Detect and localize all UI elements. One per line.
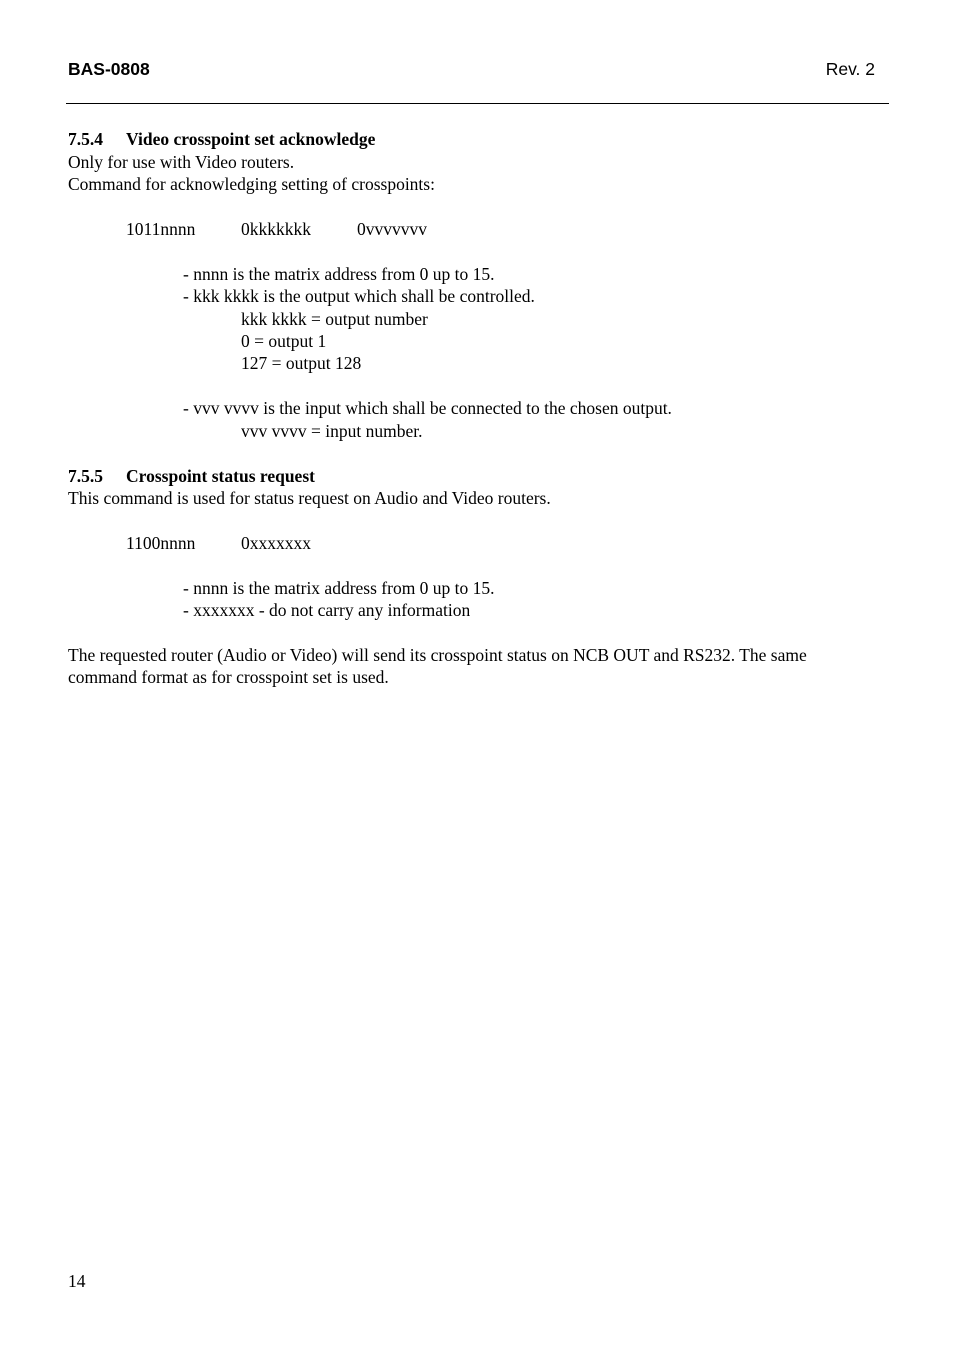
section-754-input-detail: vvv vvvv = input number. (241, 421, 423, 441)
section-754-output-detail-1: kkk kkkk = output number (241, 309, 428, 329)
section-754-number: 7.5.4 (68, 129, 103, 149)
section-755-bullet-x: - xxxxxxx - do not carry any information (183, 600, 471, 620)
section-755-title: Crosspoint status request (126, 466, 315, 486)
section-755-closing-1: The requested router (Audio or Video) will send its crosspoint status on NCB OUT and RS232. The same (68, 645, 807, 665)
section-754-output-detail-3: 127 = output 128 (241, 353, 362, 373)
section-754-byte-3: 0vvvvvvv (357, 219, 427, 239)
section-754-bullet-input: - vvv vvvv is the input which shall be connected to the chosen output. (183, 398, 672, 418)
section-754-byte-2: 0kkkkkkk (241, 219, 311, 239)
revision-label: Rev. 2 (825, 59, 875, 79)
header-rule (66, 103, 889, 104)
section-755-closing-2: command format as for crosspoint set is used. (68, 667, 389, 687)
section-754-bullet-address: - nnnn is the matrix address from 0 up to 15. (183, 264, 495, 284)
section-755-intro: This command is used for status request on Audio and Video routers. (68, 488, 551, 508)
section-754-byte-1: 1011nnnn (126, 219, 196, 239)
section-755-byte-1: 1100nnnn (126, 533, 196, 553)
section-755-number: 7.5.5 (68, 466, 103, 486)
section-754-intro-1: Only for use with Video routers. (68, 152, 295, 172)
page-header (68, 59, 875, 81)
page-number: 14 (68, 1271, 86, 1291)
section-754-output-detail-2: 0 = output 1 (241, 331, 327, 351)
section-755-heading (68, 465, 315, 487)
document-id: BAS-0808 (68, 59, 150, 79)
section-754-bullet-output: - kkk kkkk is the output which shall be controlled. (183, 286, 535, 306)
section-754-intro-2: Command for acknowledging setting of crosspoints: (68, 174, 435, 194)
section-755-bullet-address: - nnnn is the matrix address from 0 up to 15. (183, 578, 495, 598)
section-754-title: Video crosspoint set acknowledge (126, 129, 376, 149)
section-755-byte-2: 0xxxxxxx (241, 533, 311, 553)
section-754-heading (68, 128, 375, 150)
